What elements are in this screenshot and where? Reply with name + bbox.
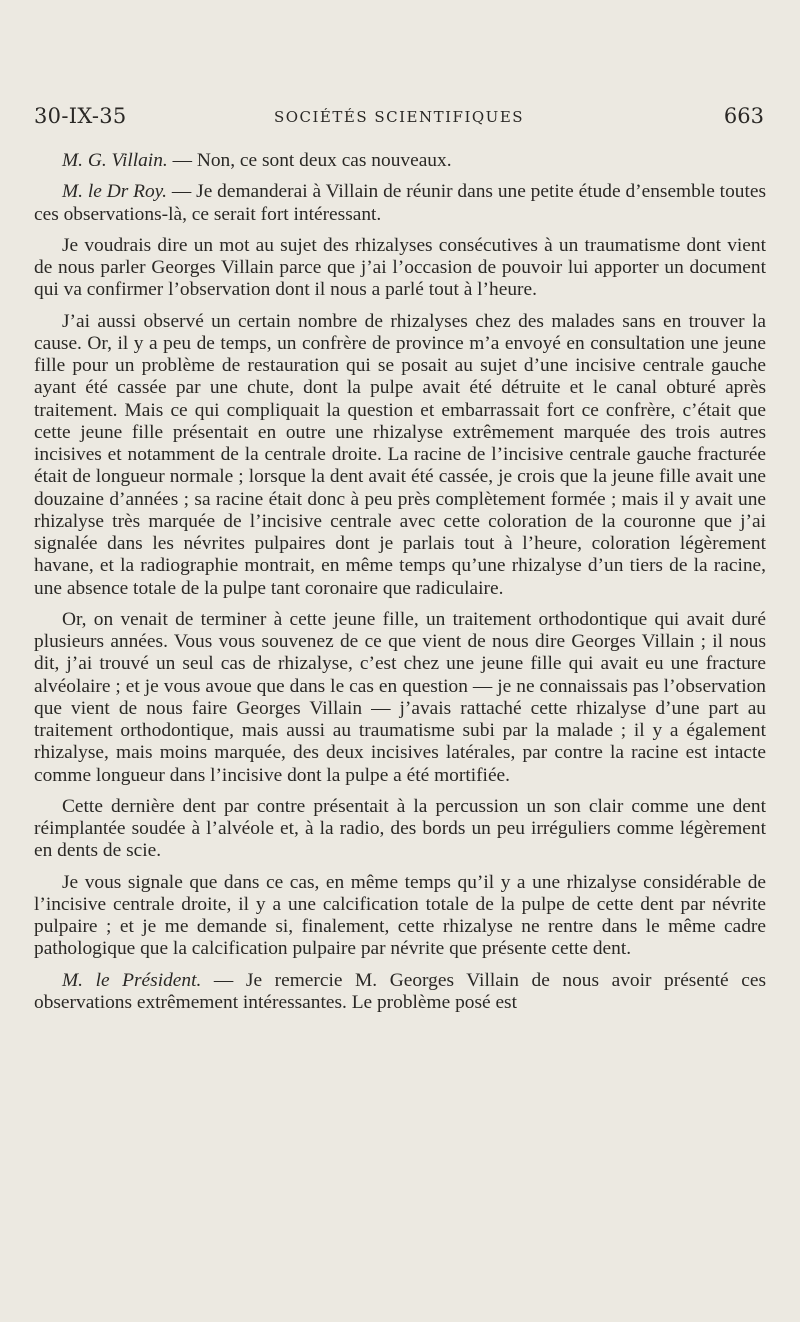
- header-date: 30-IX-35: [34, 104, 127, 128]
- paragraph-text: J’ai aussi observé un certain nombre de rhizalyses chez des malades sans en trouver la cause. Or, il y a peu de temps, un confrère de province m’a envoyé en consultation une jeune fille pour un problème de restauration qui se posait au sujet d’une incisive centrale gauche ayant été cassée par une chute, dont la pulpe avait été détruite et le canal obturé après traitement. Mais ce qui compliquait la question et embarrassait fort ce confrère, c’était que cette jeune fille présentait en outre une rhizalyse extrêmement marquée des trois autres incisives et notamment de la centrale droite. La racine de l’incisive centrale gauche fracturée était de longueur normale ; lorsque la dent avait été cassée, je crois que la jeune fille avait une douzaine d’années ; sa racine était donc à peu près complètement formée ; mais il y avait une rhizalyse très marquée de l’incisive centrale avec cette coloration de la couronne que j’ai signalée dans les névrites pulpaires dont je parlais tout à l’heure, coloration légèrement havane, et la radiographie montrait, en même temps qu’une rhizalyse d’un tiers de la racine, une absence totale de la pulpe tant coronaire que radiculaire.: [34, 310, 766, 599]
- paragraph-3: [34, 235, 766, 302]
- paragraph-text: Je vous signale que dans ce cas, en même temps qu’il y a une rhizalyse considérable de l’incisive centrale droite, il y a une calcification totale de la pulpe de cette dent par névrite pulpaire ; et je me demande si, finalement, cette rhizalyse ne rentre dans le même cadre pathologique que la calcification pulpaire par névrite que présente cette dent.: [34, 871, 766, 960]
- paragraph-8: [34, 970, 766, 1015]
- speaker-name: M. le Président.: [62, 969, 202, 991]
- paragraph-text: Cette dernière dent par contre présentait à la percussion un son clair comme une dent réimplantée soudée à l’alvéole et, à la radio, des bords un peu irréguliers comme légèrement en dents de scie.: [34, 795, 766, 862]
- paragraph-text: — Non, ce sont deux cas nouveaux.: [167, 150, 452, 171]
- speaker-name: M. G. Villain.: [62, 150, 168, 171]
- paragraph-text: — Je remercie M. Georges Villain de nous avoir présenté ces observations extrêmement intéressantes. Le problème posé est: [34, 969, 766, 1013]
- speaker-name: M. le Dr Roy.: [62, 181, 168, 203]
- paragraph-1: [34, 150, 766, 172]
- paragraph-7: [34, 872, 766, 961]
- paragraph-5: [34, 609, 766, 787]
- paragraph-4: [34, 311, 766, 600]
- header-page-number: 663: [723, 104, 764, 128]
- paragraph-text: Or, on venait de terminer à cette jeune fille, un traitement orthodontique qui avait duré plusieurs années. Vous vous souvenez de ce que vient de nous dire Georges Villain ; il nous dit, j’ai trouvé un seul cas de rhizalyse, c’est chez une jeune fille qui avait eu une fracture alvéolaire ; et je vous avoue que dans le cas en question — je ne connaissais pas l’observation que vient de nous faire Georges Villain — j’avais rattaché cette rhizalyse d’une part au traitement orthodontique, mais aussi au traumatisme subi par la malade ; il y a également rhizalyse, mais moins marquée, des deux incisives latérales, par contre la racine est intacte comme longueur dans l’incisive dont la pulpe a été mortifiée.: [34, 608, 766, 786]
- paragraph-text: Je voudrais dire un mot au sujet des rhizalyses consécutives à un traumatisme dont vient de nous parler Georges Villain parce que j’ai l’occasion de pouvoir lui apporter un document qui va confirmer l’observation dont il nous a parlé tout à l’heure.: [34, 234, 766, 301]
- paragraph-text: — Je demanderai à Villain de réunir dans une petite étude d’ensemble toutes ces observations-là, ce serait fort intéressant.: [34, 181, 766, 225]
- paragraph-6: [34, 796, 766, 863]
- page-body: [34, 150, 766, 1014]
- running-header: [34, 104, 764, 138]
- header-running-title: SOCIÉTÉS SCIENTIFIQUES: [273, 108, 525, 126]
- paragraph-2: [34, 181, 766, 226]
